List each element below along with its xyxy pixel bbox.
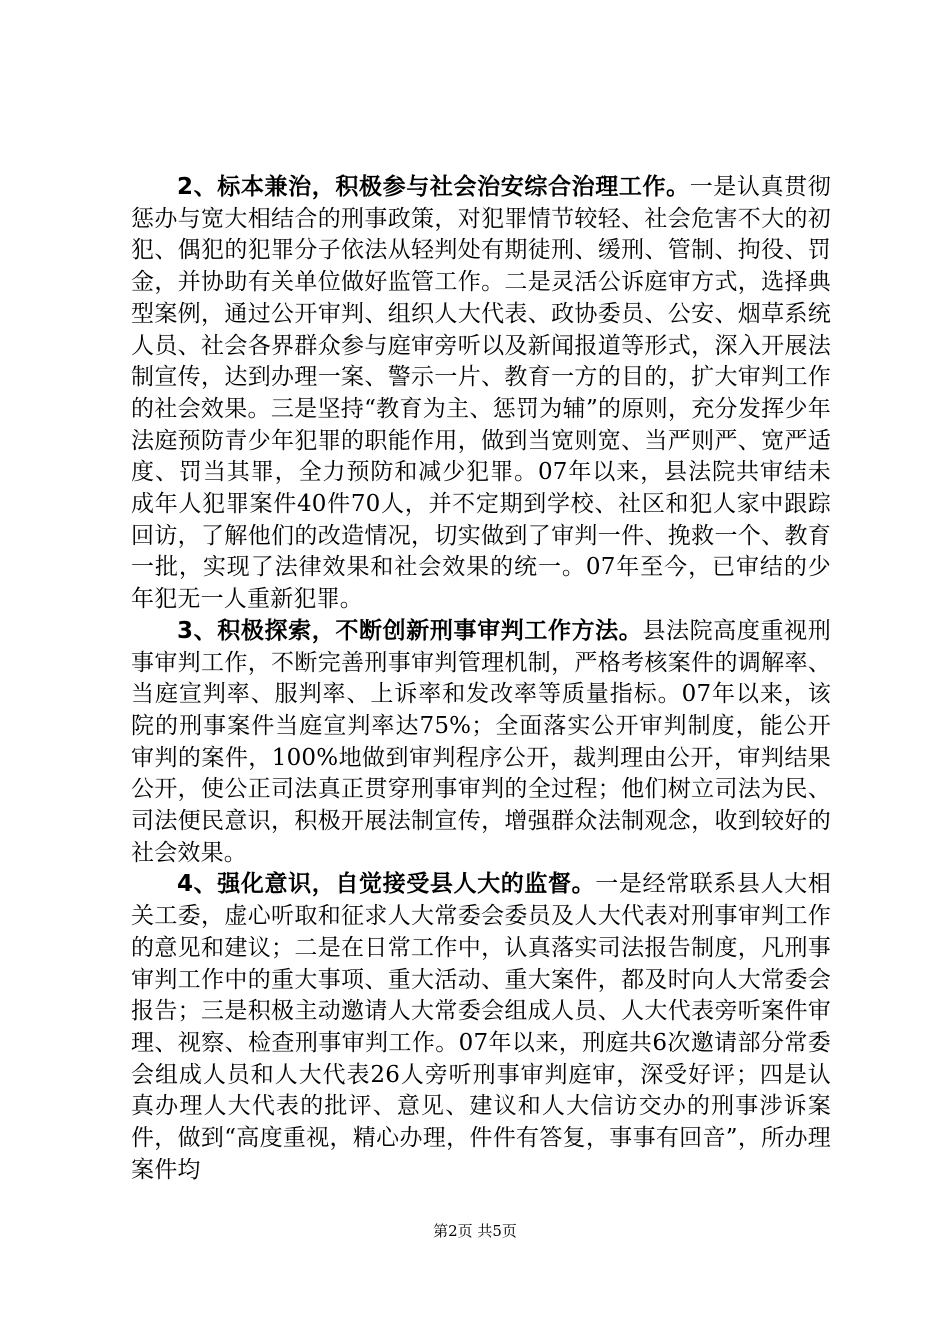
paragraph-2-heading: 2、标本兼治，积极参与社会治安综合治理工作。: [177, 174, 690, 200]
paragraph-4: [131, 869, 831, 1186]
paragraph-4-heading: 4、强化意识，自觉接受县人大的监督。: [177, 871, 596, 898]
paragraph-3-text: 县法院高度重视刑事审判工作，不断完善刑事审判管理机制，严格考核案件的调解率、当庭宣判率、服判率、上诉率和发改率等质量指标。07年以来，该院的刑事案件当庭宣判率达75%；全面落实公开审判制度，能公开审判的案件，100%地做到审判程序公开，裁判理由公开，审判结果公开，使公正司法真正贯穿刑事审判的全过程；他们树立司法为民、司法便民意识，积极开展法制宣传，增强群众法制观念，收到较好的社会效果。: [131, 617, 831, 866]
paragraph-2: [131, 172, 831, 616]
paragraph-3: [131, 616, 831, 870]
paragraph-4-text: 一是经常联系县人大相关工委，虚心听取和征求人大常委会委员及人大代表对刑事审判工作的意见和建议；二是在日常工作中，认真落实司法报告制度，凡刑事审判工作中的重大事项、重大活动、重大案件，都及时向人大常委会报告；三是积极主动邀请人大常委会组成人员、人大代表旁听案件审理、视察、检查刑事审判工作。07年以来，刑庭共6次邀请部分常委会组成人员和人大代表26人旁听刑事审判庭审，深受好评；四是认真办理人大代表的批评、意见、建议和人大信访交办的刑事涉诉案件，做到“高度重视，精心办理，件件有答复，事事有回音”，所办理案件均: [131, 871, 831, 1183]
paragraph-3-heading: 3、积极探索，不断创新刑事审判工作方法。: [177, 617, 643, 644]
document-body: [131, 172, 831, 1187]
page-number-footer: 第2页 共5页: [433, 1222, 517, 1240]
paragraph-2-text: 一是认真贯彻惩办与宽大相结合的刑事政策，对犯罪情节较轻、社会危害不大的初犯、偶犯的犯罪分子依法从轻判处有期徒刑、缓刑、管制、拘役、罚金，并协助有关单位做好监管工作。二是灵活公诉庭审方式，选择典型案例，通过公开审判、组织人大代表、政协委员、公安、烟草系统人员、社会各界群众参与庭审旁听以及新闻报道等形式，深入开展法制宣传，达到办理一案、警示一片、教育一方的目的，扩大审判工作的社会效果。三是坚持“教育为主、惩罚为辅”的原则，充分发挥少年法庭预防青少年犯罪的职能作用，做到当宽则宽、当严则严、宽严适度、罚当其罪，全力预防和减少犯罪。07年以来，县法院共审结未成年人犯罪案件40件70人，并不定期到学校、社区和犯人家中跟踪回访，了解他们的改造情况，切实做到了审判一件、挽救一个、教育一批，实现了法律效果和社会效果的统一。07年至今，已审结的少年犯无一人重新犯罪。: [131, 174, 831, 613]
